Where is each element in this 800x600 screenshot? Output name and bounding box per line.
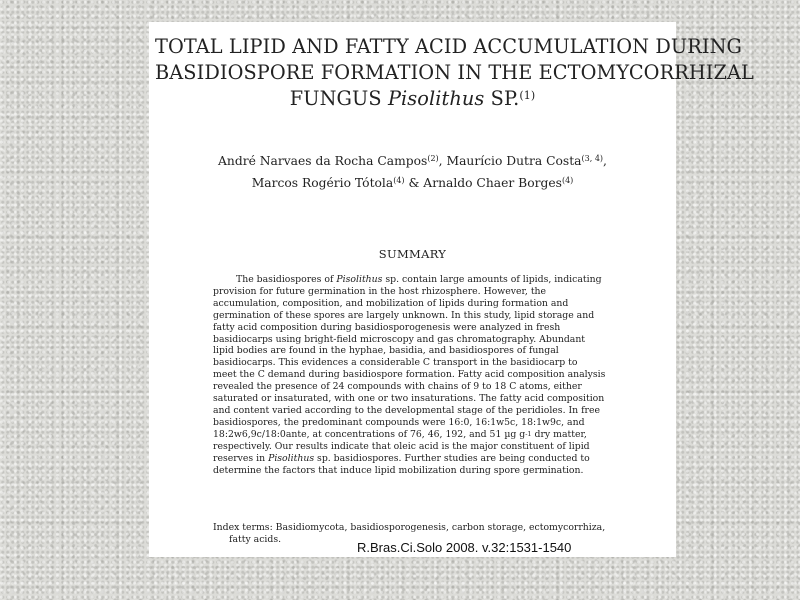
author-3: Marcos Rogério Tótola bbox=[251, 176, 394, 190]
abstract-line: provision for future germination in the host rhizosphere. However, the bbox=[213, 285, 547, 297]
abstract-text-run: sp. contain large amounts of lipids, indicating bbox=[382, 274, 602, 285]
abstract-line: lipid bodies are found in the hyphae, basidia, and basidiospores of fungal bbox=[213, 345, 559, 357]
abstract-text-run: sp. basidiospores. Further studies are being conducted to bbox=[314, 452, 590, 464]
abstract-line: fatty acid composition during basidiosporogenesis were analyzed in fresh bbox=[213, 321, 561, 333]
abstract-line bbox=[213, 429, 620, 441]
abstract-line: determine the factors that induce lipid mobilization during spore germination. bbox=[213, 464, 584, 476]
abstract-line: saturated or insaturated, with one or two insaturations. The fatty acid composition bbox=[213, 393, 605, 405]
authors-line-1 bbox=[149, 150, 676, 172]
author-2: , Maurício Dutra Costa bbox=[438, 154, 582, 168]
citation-caption: R.Bras.Ci.Solo 2008. v.32:1531-1540 bbox=[357, 540, 572, 555]
abstract-text-run: The basidiospores of bbox=[236, 274, 337, 285]
abstract-line: accumulation, composition, and mobilization of lipids during formation and bbox=[213, 297, 569, 309]
abstract-line: basidiospores, the predominant compounds were 16:0, 16:1w5c, 18:1w9c, and bbox=[213, 416, 585, 428]
abstract-line: meet the C demand during basidiospore formation. Fatty acid composition analysis bbox=[213, 369, 606, 381]
author-1-note: (2) bbox=[427, 154, 439, 163]
abstract-line: basidiocarps using bright-field microscopy and gas chromatography. Abundant bbox=[213, 333, 586, 345]
abstract-text-run: 18:2w6,9c/18:0ante, at concentrations of 76, 46, 192, and 51 µg g bbox=[213, 428, 526, 440]
title-line-3-suffix: SP. bbox=[484, 87, 520, 110]
abstract-line: respectively. Our results indicate that oleic acid is the major constituent of lipid bbox=[213, 440, 590, 452]
title-line-3 bbox=[155, 86, 670, 112]
index-terms-line-1: Index terms: Basidiomycota, basidiosporogenesis, carbon storage, ectomycorrhiza, bbox=[213, 522, 606, 533]
abstract-line: revealed the presence of 24 compounds with chains of 9 to 18 C atoms, either bbox=[213, 381, 582, 393]
abstract-text-run: reserves in bbox=[213, 452, 269, 464]
author-3-note: (4) bbox=[393, 176, 405, 185]
author-list bbox=[149, 150, 676, 194]
authors-line-1-end: , bbox=[603, 154, 607, 168]
paper-title bbox=[155, 34, 754, 112]
title-footnote-marker: (1) bbox=[519, 89, 536, 102]
abstract-text-run: dry matter, bbox=[531, 428, 587, 440]
title-line-1: TOTAL LIPID AND FATTY ACID ACCUMULATION DURING bbox=[155, 35, 743, 58]
summary-heading: SUMMARY bbox=[378, 247, 447, 261]
unit-exponent: -1 bbox=[525, 429, 532, 438]
abstract-text bbox=[213, 274, 620, 476]
author-4: & Arnaldo Chaer Borges bbox=[404, 176, 562, 190]
abstract-line: germination of these spores are largely unknown. In this study, lipid storage and bbox=[213, 309, 595, 321]
abstract-line: and content varied according to the developmental stage of the peridioles. In free bbox=[213, 404, 600, 416]
author-4-note: (4) bbox=[561, 176, 574, 185]
abstract-genus: Pisolithus bbox=[268, 452, 315, 464]
title-genus: Pisolithus bbox=[387, 87, 485, 110]
title-line-3-prefix: FUNGUS bbox=[289, 87, 388, 110]
abstract-genus: Pisolithus bbox=[336, 274, 383, 285]
paper-page bbox=[149, 22, 754, 557]
abstract-line: basidiocarps. This evidences a considerable C transport in the basidiocarp to bbox=[213, 357, 578, 369]
abstract-line bbox=[213, 453, 620, 465]
author-2-note: (3, 4) bbox=[581, 154, 604, 163]
title-line-2: BASIDIOSPORE FORMATION IN THE ECTOMYCORRHIZAL bbox=[155, 61, 754, 84]
author-1: André Narvaes da Rocha Campos bbox=[218, 154, 428, 168]
abstract-line bbox=[213, 274, 620, 286]
authors-line-2 bbox=[149, 172, 676, 194]
index-terms-line-2: fatty acids. bbox=[229, 534, 282, 546]
